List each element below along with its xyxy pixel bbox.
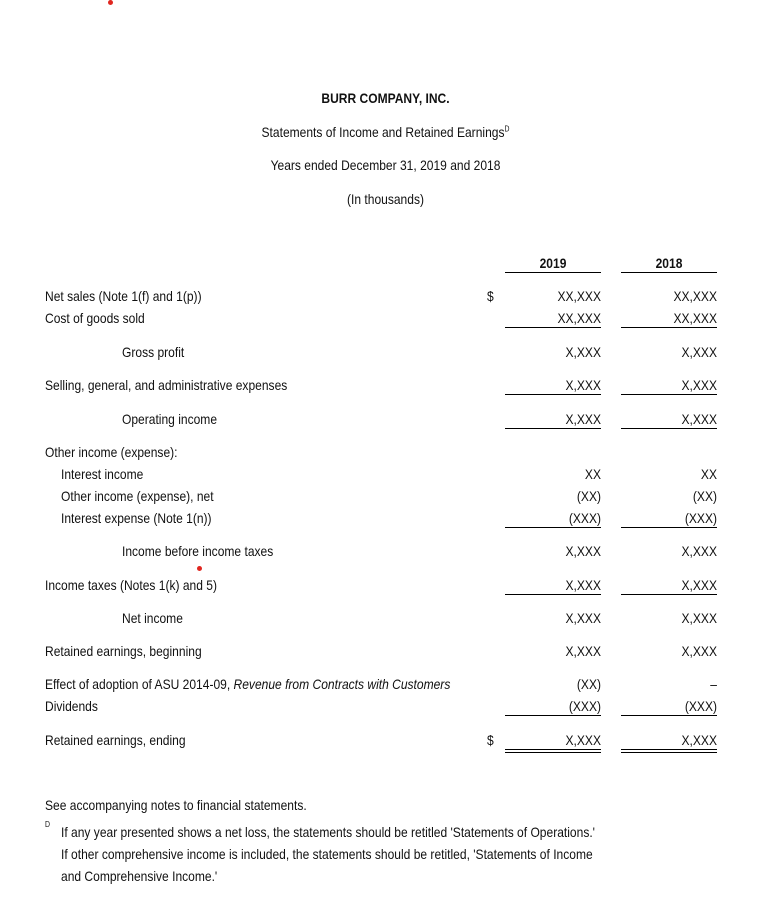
value-gross-profit-2019: X,XXX (565, 344, 601, 360)
value-sga-2018: X,XXX (681, 377, 717, 393)
statement-title-mark: D (504, 124, 510, 134)
currency-symbol-top: $ (487, 288, 494, 304)
rule-cogs-2019 (505, 327, 601, 328)
company-name: BURR COMPANY, INC. (321, 90, 450, 106)
marker-dot-middle (197, 566, 202, 571)
rule-interest-expense-2018 (621, 527, 717, 528)
value-gross-profit-2018: X,XXX (681, 344, 717, 360)
value-operating-income-2018: X,XXX (681, 411, 717, 427)
rule-sga-2018 (621, 394, 717, 395)
row-label-gross-profit: Gross profit (122, 344, 185, 360)
row-label-operating-income: Operating income (122, 411, 218, 427)
value-re-beginning-2019: X,XXX (565, 643, 601, 659)
rule-cogs-2018 (621, 327, 717, 328)
value-sga-2019: X,XXX (565, 377, 601, 393)
statement-title (54, 124, 717, 140)
value-interest-expense-2018: (XXX) (684, 510, 717, 526)
asu-label-prefix: Effect of adoption of ASU 2014-09, (45, 676, 231, 692)
asu-label-italic: Revenue from Contracts with Customers (233, 676, 451, 692)
row-label-net-income: Net income (122, 610, 183, 626)
statement-period: Years ended December 31, 2019 and 2018 (270, 157, 501, 173)
footnote-line-3: and Comprehensive Income.' (61, 868, 218, 884)
row-label-asu-adoption (45, 676, 450, 692)
see-accompanying-notes: See accompanying notes to financial statements. (45, 797, 307, 813)
row-label-other-income-net: Other income (expense), net (61, 488, 214, 504)
value-asu-2019: (XX) (576, 676, 601, 692)
row-label-re-beginning: Retained earnings, beginning (45, 643, 202, 659)
row-label-other-income-header: Other income (expense): (45, 444, 178, 460)
value-re-ending-2018: X,XXX (681, 732, 717, 748)
value-income-taxes-2019: X,XXX (565, 577, 601, 593)
value-dividends-2018: (XXX) (684, 698, 717, 714)
statement-units: (In thousands) (347, 191, 424, 207)
rule-interest-expense-2019 (505, 527, 601, 528)
value-asu-2018: – (710, 676, 717, 692)
rule-operating-income-2018 (621, 428, 717, 429)
rule-income-taxes-2018 (621, 594, 717, 595)
row-label-interest-expense: Interest expense (Note 1(n)) (61, 510, 212, 526)
value-operating-income-2019: X,XXX (565, 411, 601, 427)
row-label-sga: Selling, general, and administrative expenses (45, 377, 288, 393)
value-cogs-2018: XX,XXX (673, 310, 717, 326)
row-label-net-sales: Net sales (Note 1(f) and 1(p)) (45, 288, 202, 304)
row-label-income-before-taxes: Income before income taxes (122, 543, 274, 559)
double-rule-top-2018 (621, 749, 717, 750)
rule-dividends-2018 (621, 715, 717, 716)
value-re-ending-2019: X,XXX (565, 732, 601, 748)
double-rule-bottom-2018 (621, 752, 717, 753)
value-income-before-taxes-2019: X,XXX (565, 543, 601, 559)
rule-income-taxes-2019 (505, 594, 601, 595)
value-re-beginning-2018: X,XXX (681, 643, 717, 659)
marker-dot-top (108, 0, 113, 5)
value-net-income-2018: X,XXX (681, 610, 717, 626)
value-income-before-taxes-2018: X,XXX (681, 543, 717, 559)
row-label-dividends: Dividends (45, 698, 98, 714)
double-rule-top-2019 (505, 749, 601, 750)
row-label-re-ending: Retained earnings, ending (45, 732, 186, 748)
column-header-2019: 2019 (539, 255, 567, 271)
row-label-income-taxes: Income taxes (Notes 1(k) and 5) (45, 577, 217, 593)
value-other-income-2018: (XX) (692, 488, 717, 504)
value-income-taxes-2018: X,XXX (681, 577, 717, 593)
statement-title-text: Statements of Income and Retained Earnings (261, 124, 505, 140)
footnote-mark: D (45, 820, 50, 829)
value-interest-income-2019: XX (584, 466, 601, 482)
double-rule-bottom-2019 (505, 752, 601, 753)
rule-operating-income-2019 (505, 428, 601, 429)
row-label-cogs: Cost of goods sold (45, 310, 145, 326)
value-interest-expense-2019: (XXX) (568, 510, 601, 526)
rule-dividends-2019 (505, 715, 601, 716)
value-net-income-2019: X,XXX (565, 610, 601, 626)
footnote-line-1: If any year presented shows a net loss, the statements should be retitled 'Statements of Operations.' (61, 824, 595, 840)
column-header-2018: 2018 (655, 255, 683, 271)
value-net-sales-2018: XX,XXX (673, 288, 717, 304)
value-other-income-2019: (XX) (576, 488, 601, 504)
value-net-sales-2019: XX,XXX (557, 288, 601, 304)
value-dividends-2019: (XXX) (568, 698, 601, 714)
column-header-2019-underline (505, 272, 601, 273)
value-interest-income-2018: XX (700, 466, 717, 482)
value-cogs-2019: XX,XXX (557, 310, 601, 326)
currency-symbol-bottom: $ (487, 732, 494, 748)
rule-sga-2019 (505, 394, 601, 395)
footnote-line-2: If other comprehensive income is included, the statements should be retitled, 'Statements of Income (61, 846, 593, 862)
column-header-2018-underline (621, 272, 717, 273)
row-label-interest-income: Interest income (61, 466, 144, 482)
